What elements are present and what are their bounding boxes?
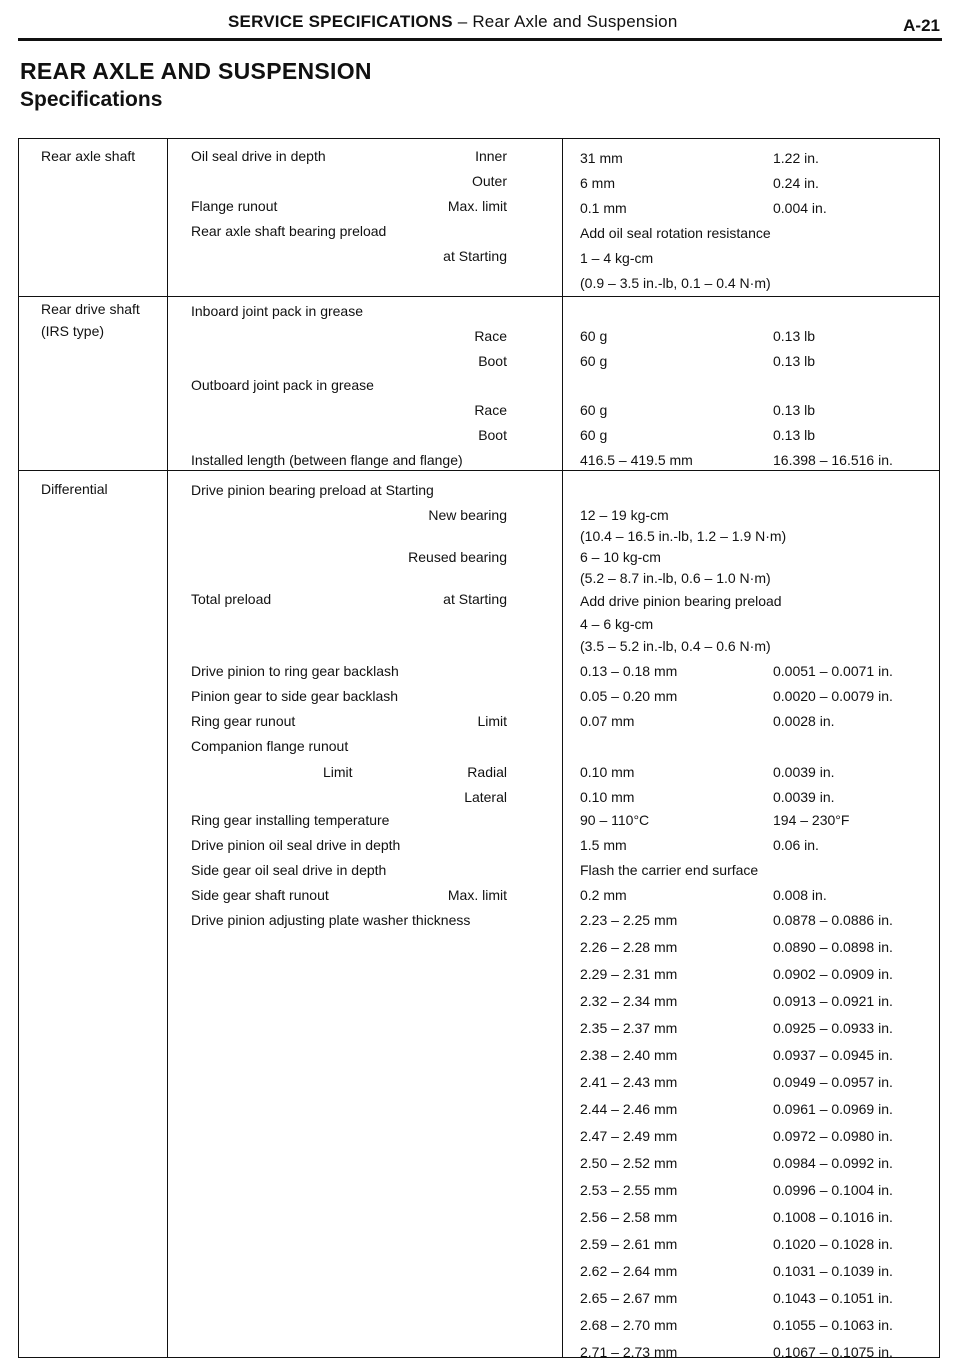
metric-value: (0.9 – 3.5 in.-lb, 0.1 – 0.4 N·m)	[580, 275, 771, 291]
metric-value: 1.5 mm	[580, 837, 627, 853]
spec-item: Companion flange runout	[191, 738, 349, 754]
spec-subitem: Limit	[477, 713, 507, 729]
imperial-value: 0.13 lb	[773, 427, 816, 443]
spec-item: Drive pinion adjusting plate washer thickness	[191, 912, 471, 928]
metric-value: 0.07 mm	[580, 713, 635, 729]
imperial-value: 0.008 in.	[773, 887, 827, 903]
imperial-value: 0.0878 – 0.0886 in.	[773, 912, 893, 928]
specifications-table	[18, 138, 940, 1358]
metric-value: 60 g	[580, 402, 608, 418]
metric-value: 60 g	[580, 427, 608, 443]
imperial-value: 0.0937 – 0.0945 in.	[773, 1047, 893, 1063]
section-name: Differential	[41, 481, 108, 497]
metric-value: 0.13 – 0.18 mm	[580, 663, 678, 679]
metric-value: 2.47 – 2.49 mm	[580, 1128, 678, 1144]
spec-item: Pinion gear to side gear backlash	[191, 688, 399, 704]
imperial-value: 0.24 in.	[773, 175, 819, 191]
metric-value: 12 – 19 kg-cm	[580, 507, 669, 523]
spec-subitem: Lateral	[464, 789, 507, 805]
metric-value: 1 – 4 kg-cm	[580, 250, 654, 266]
imperial-value: 0.004 in.	[773, 200, 827, 216]
metric-value: 2.59 – 2.61 mm	[580, 1236, 678, 1252]
metric-value: 60 g	[580, 328, 608, 344]
imperial-value: 0.0020 – 0.0079 in.	[773, 688, 893, 704]
metric-value: 0.1 mm	[580, 200, 627, 216]
metric-value: 2.62 – 2.64 mm	[580, 1263, 678, 1279]
subsection-title: Specifications	[20, 88, 163, 111]
metric-value: 2.26 – 2.28 mm	[580, 939, 678, 955]
spec-subitem: Race	[474, 328, 507, 344]
spec-item: Limit	[323, 764, 353, 780]
metric-value: 90 – 110°C	[580, 812, 650, 828]
spec-item: Flange runout	[191, 198, 278, 214]
metric-value: 2.53 – 2.55 mm	[580, 1182, 678, 1198]
imperial-value: 0.13 lb	[773, 328, 816, 344]
metric-value: 0.2 mm	[580, 887, 627, 903]
spec-subitem: at Starting	[443, 591, 507, 607]
imperial-value: 0.0039 in.	[773, 789, 835, 805]
column-divider	[167, 139, 168, 1357]
section-divider	[19, 470, 939, 471]
spec-subitem: Reused bearing	[408, 549, 507, 565]
spec-item: Total preload	[191, 591, 272, 607]
section-name: Rear drive shaft	[41, 301, 140, 317]
page-header	[18, 8, 942, 41]
imperial-value: 194 – 230°F	[773, 812, 850, 828]
spec-subitem: Boot	[478, 427, 507, 443]
spec-item: Ring gear installing temperature	[191, 812, 390, 828]
spec-subitem: New bearing	[428, 507, 507, 523]
imperial-value: 0.13 lb	[773, 402, 816, 418]
imperial-value: 0.0890 – 0.0898 in.	[773, 939, 893, 955]
spec-subitem: Outer	[471, 173, 507, 189]
section-name: Rear axle shaft	[41, 148, 136, 164]
spec-item: Side gear oil seal drive in depth	[191, 862, 387, 878]
metric-value: Flash the carrier end surface	[580, 862, 759, 878]
metric-value: (10.4 – 16.5 in.-lb, 1.2 – 1.9 N·m)	[580, 528, 787, 544]
spec-subitem: Inner	[475, 148, 507, 164]
imperial-value: 0.0961 – 0.0969 in.	[773, 1101, 893, 1117]
spec-subitem: at Starting	[443, 248, 507, 264]
metric-value: (3.5 – 5.2 in.-lb, 0.4 – 0.6 N·m)	[580, 638, 771, 654]
imperial-value: 0.0913 – 0.0921 in.	[773, 993, 893, 1009]
imperial-value: 0.0996 – 0.1004 in.	[773, 1182, 893, 1198]
spec-item: Drive pinion oil seal drive in depth	[191, 837, 401, 853]
spec-item: Installed length (between flange and flange)	[191, 452, 463, 468]
imperial-value: 0.0902 – 0.0909 in.	[773, 966, 893, 982]
spec-subitem: Boot	[478, 353, 507, 369]
metric-value: 2.65 – 2.67 mm	[580, 1290, 678, 1306]
metric-value: (5.2 – 8.7 in.-lb, 0.6 – 1.0 N·m)	[580, 570, 771, 586]
metric-value: 0.10 mm	[580, 764, 635, 780]
metric-value: 0.10 mm	[580, 789, 635, 805]
column-divider	[562, 139, 563, 1357]
metric-value: 416.5 – 419.5 mm	[580, 452, 693, 468]
section-title: REAR AXLE AND SUSPENSION	[20, 58, 372, 84]
imperial-value: 0.0949 – 0.0957 in.	[773, 1074, 893, 1090]
spec-subitem: Radial	[467, 764, 507, 780]
page-number: A-21	[903, 16, 940, 35]
metric-value: 2.35 – 2.37 mm	[580, 1020, 678, 1036]
metric-value: 2.38 – 2.40 mm	[580, 1047, 678, 1063]
imperial-value: 0.1067 – 0.1075 in.	[773, 1344, 893, 1360]
imperial-value: 0.0972 – 0.0980 in.	[773, 1128, 893, 1144]
imperial-value: 16.398 – 16.516 in.	[773, 452, 893, 468]
spec-item: Oil seal drive in depth	[191, 148, 326, 164]
spec-item: Drive pinion to ring gear backlash	[191, 663, 399, 679]
metric-value: 2.29 – 2.31 mm	[580, 966, 678, 982]
imperial-value: 0.06 in.	[773, 837, 819, 853]
imperial-value: 0.0925 – 0.0933 in.	[773, 1020, 893, 1036]
metric-value: 2.32 – 2.34 mm	[580, 993, 678, 1009]
spec-subitem: Race	[474, 402, 507, 418]
metric-value: 0.05 – 0.20 mm	[580, 688, 678, 704]
metric-value: 2.68 – 2.70 mm	[580, 1317, 678, 1333]
imperial-value: 1.22 in.	[773, 150, 819, 166]
metric-value: 4 – 6 kg-cm	[580, 616, 654, 632]
spec-item: Inboard joint pack in grease	[191, 303, 363, 319]
header-title-main: SERVICE SPECIFICATIONS	[228, 12, 453, 31]
metric-value: 60 g	[580, 353, 608, 369]
imperial-value: 0.1031 – 0.1039 in.	[773, 1263, 893, 1279]
spec-subitem: Max. limit	[447, 887, 507, 903]
metric-value: 31 mm	[580, 150, 623, 166]
metric-value: Add drive pinion bearing preload	[580, 593, 782, 609]
metric-value: 2.56 – 2.58 mm	[580, 1209, 678, 1225]
spec-item: Drive pinion bearing preload at Starting	[191, 482, 434, 498]
metric-value: 2.71 – 2.73 mm	[580, 1344, 678, 1360]
imperial-value: 0.1043 – 0.1051 in.	[773, 1290, 893, 1306]
header-title	[228, 12, 677, 32]
metric-value: 2.23 – 2.25 mm	[580, 912, 678, 928]
spec-item: Outboard joint pack in grease	[191, 377, 374, 393]
imperial-value: 0.1020 – 0.1028 in.	[773, 1236, 893, 1252]
imperial-value: 0.0028 in.	[773, 713, 835, 729]
spec-subitem: Max. limit	[447, 198, 507, 214]
imperial-value: 0.0984 – 0.0992 in.	[773, 1155, 893, 1171]
metric-value: 2.50 – 2.52 mm	[580, 1155, 678, 1171]
imperial-value: 0.1055 – 0.1063 in.	[773, 1317, 893, 1333]
metric-value: 2.41 – 2.43 mm	[580, 1074, 678, 1090]
spec-item: Ring gear runout	[191, 713, 296, 729]
spec-item: Rear axle shaft bearing preload	[191, 223, 387, 239]
section-name-note: (IRS type)	[41, 323, 105, 339]
imperial-value: 0.1008 – 0.1016 in.	[773, 1209, 893, 1225]
imperial-value: 0.0039 in.	[773, 764, 835, 780]
imperial-value: 0.13 lb	[773, 353, 816, 369]
metric-value: 2.44 – 2.46 mm	[580, 1101, 678, 1117]
metric-value: 6 mm	[580, 175, 615, 191]
spec-item: Side gear shaft runout	[191, 887, 329, 903]
imperial-value: 0.0051 – 0.0071 in.	[773, 663, 893, 679]
header-title-sub: – Rear Axle and Suspension	[457, 12, 678, 31]
metric-value: 6 – 10 kg-cm	[580, 549, 661, 565]
metric-value: Add oil seal rotation resistance	[580, 225, 771, 241]
section-divider	[19, 296, 939, 297]
